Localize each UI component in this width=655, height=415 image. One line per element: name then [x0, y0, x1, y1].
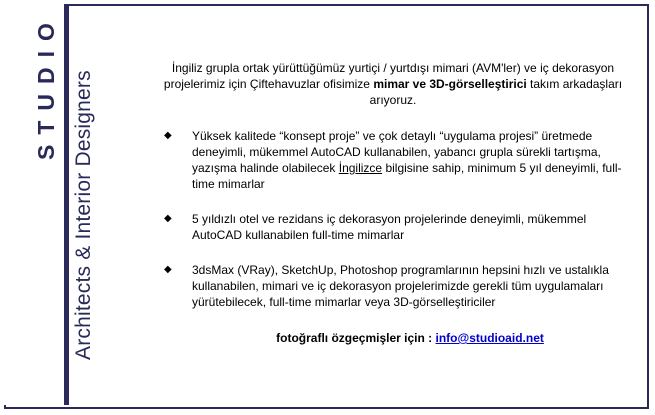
- bullet-2-text: 5 yıldızlı otel ve rezidans iç dekorasyon projelerinde deneyimli, mükemmel AutoCAD kullanabilen full-time mimarlar: [192, 212, 587, 242]
- list-item: [150, 128, 630, 192]
- intro-line-3: arıyoruz.: [369, 93, 417, 107]
- intro-line-2-pre: projelerimiz için Çiftehavuzlar ofisimize: [163, 77, 374, 91]
- diamond-bullet-icon: ◆: [164, 264, 172, 275]
- list-item: [150, 211, 630, 243]
- contact-line: [190, 330, 630, 346]
- contact-label: fotoğraflı özgeçmişler için :: [276, 331, 436, 345]
- intro-paragraph: [156, 60, 630, 108]
- bullet-3-text: 3dsMax (VRay), SketchUp, Photoshop programlarının hepsini hızlı ve ustalıkla kullanabilen, mimari ve iç dekorasyon projelerimizde gerekli tüm uygulamaları yürütebilecek, full-time mimarlar veya 3D-görselleştiriciler: [192, 263, 609, 309]
- diamond-bullet-icon: ◆: [164, 213, 172, 224]
- brand-tagline: Architects & Interior Designers: [72, 70, 95, 360]
- list-item: [150, 262, 630, 310]
- intro-line-1: İngiliz grupla ortak yürüttüğümüz yurtiçi / yurtdışı mimari (AVM'ler) ve iç dekorasyon: [171, 61, 615, 75]
- sidebar-divider-bar: [64, 4, 69, 405]
- diamond-bullet-icon: ◆: [164, 130, 172, 141]
- email-link[interactable]: info@studioaid.net: [435, 331, 544, 345]
- bullet-1-underlined: İngilizce: [338, 161, 383, 175]
- intro-line-2-bold: mimar ve 3D-görselleştirici: [373, 77, 527, 91]
- bullet-1-text-post: bilgisine sahip, minimum 5 yıl deneyimli, full-time mimarlar: [192, 161, 622, 191]
- intro-line-2-post: takım arkadaşları: [526, 77, 623, 91]
- studio-logo-text: STUDIO: [33, 13, 59, 160]
- bullet-1-text-pre: Yüksek kalitede “konsept proje” ve çok detaylı “uygulama projesi” üretmede deneyimli, mükemmel AutoCAD kullanabilen, yabancı grupla sürekli tartışma, yazışma halinde olabilecek: [192, 129, 601, 175]
- job-ad-content: [150, 60, 630, 346]
